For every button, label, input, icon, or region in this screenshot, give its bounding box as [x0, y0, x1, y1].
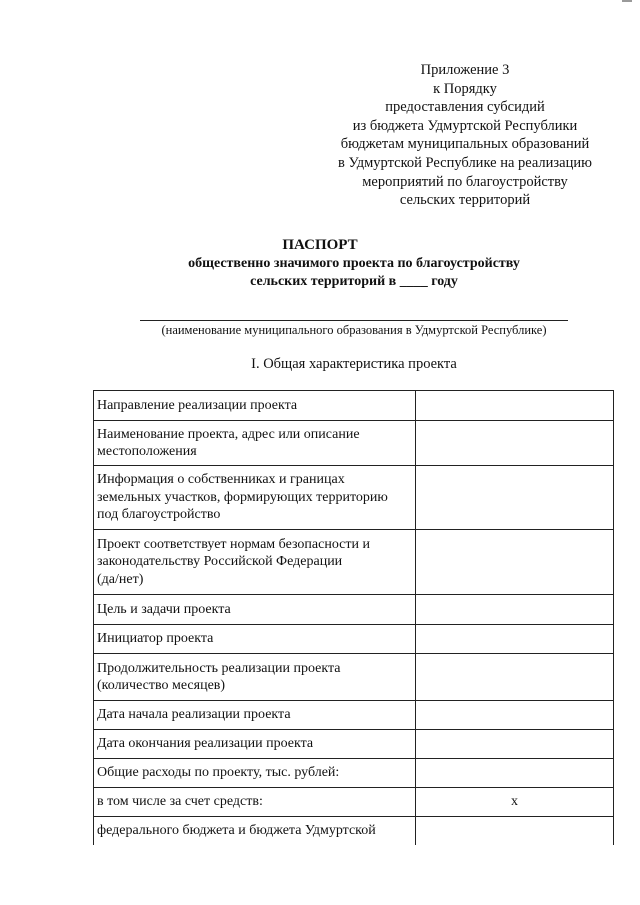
table-row: [94, 730, 614, 759]
table-row: [94, 421, 614, 466]
document-title: ПАСПОРТ: [282, 237, 358, 253]
table-row: [94, 530, 614, 595]
table-row: [94, 817, 614, 845]
row-label: в том числе за счет средств:: [94, 788, 416, 817]
row-label: Общие расходы по проекту, тыс. рублей:: [94, 759, 416, 788]
appendix-line: из бюджета Удмуртской Республики: [352, 117, 578, 134]
appendix-line: предоставления субсидий: [385, 99, 545, 116]
row-label: Инициатор проекта: [94, 625, 416, 654]
table-row: [94, 759, 614, 788]
row-value: [416, 466, 614, 530]
table-row: [94, 625, 614, 654]
appendix-line: в Удмуртской Республике на реализацию: [338, 154, 592, 171]
table-row: [94, 466, 614, 530]
appendix-line: мероприятий по благоустройству: [362, 173, 568, 190]
table-row: [94, 654, 614, 701]
subtitle-line: сельских территорий в ____ году: [250, 273, 458, 289]
row-value: [416, 759, 614, 788]
row-value: [416, 391, 614, 421]
row-label: федерального бюджета и бюджета Удмуртской: [94, 817, 416, 845]
document-subtitle: [0, 255, 640, 290]
row-value: [416, 730, 614, 759]
subtitle-line: общественно значимого проекта по благоустройству: [188, 256, 520, 271]
row-value: [416, 654, 614, 701]
row-value: [416, 421, 614, 466]
municipality-caption: (наименование муниципального образования в Удмуртской Республике): [161, 323, 547, 337]
project-passport-table: [93, 390, 614, 845]
table-row: [94, 595, 614, 625]
row-label: Цель и задачи проекта: [94, 595, 416, 625]
appendix-line: бюджетам муниципальных образований: [340, 136, 590, 153]
row-value: [416, 625, 614, 654]
table-row: [94, 701, 614, 730]
row-label: Проект соответствует нормам безопасности и законодательству Российской Федерации (да/нет): [94, 530, 416, 595]
section-title: I. Общая характеристика проекта: [251, 356, 457, 372]
municipality-underline: [140, 320, 568, 321]
appendix-line: к Порядку: [433, 80, 497, 97]
table-row: [94, 788, 614, 817]
row-value: х: [416, 788, 614, 817]
table-row: [94, 391, 614, 421]
row-label: Продолжительность реализации проекта (количество месяцев): [94, 654, 416, 701]
scan-mark: [622, 0, 632, 2]
row-value: [416, 817, 614, 845]
appendix-header: [300, 61, 630, 210]
row-label: Информация о собственниках и границах земельных участков, формирующих территорию под благоустройство: [94, 466, 416, 530]
appendix-line: сельских территорий: [399, 192, 531, 209]
row-label: Направление реализации проекта: [94, 391, 416, 421]
row-label: Дата начала реализации проекта: [94, 701, 416, 730]
row-label: Наименование проекта, адрес или описание местоположения: [94, 421, 416, 466]
row-label: Дата окончания реализации проекта: [94, 730, 416, 759]
appendix-line: Приложение 3: [420, 62, 510, 78]
row-value: [416, 530, 614, 595]
row-value: [416, 595, 614, 625]
row-value: [416, 701, 614, 730]
